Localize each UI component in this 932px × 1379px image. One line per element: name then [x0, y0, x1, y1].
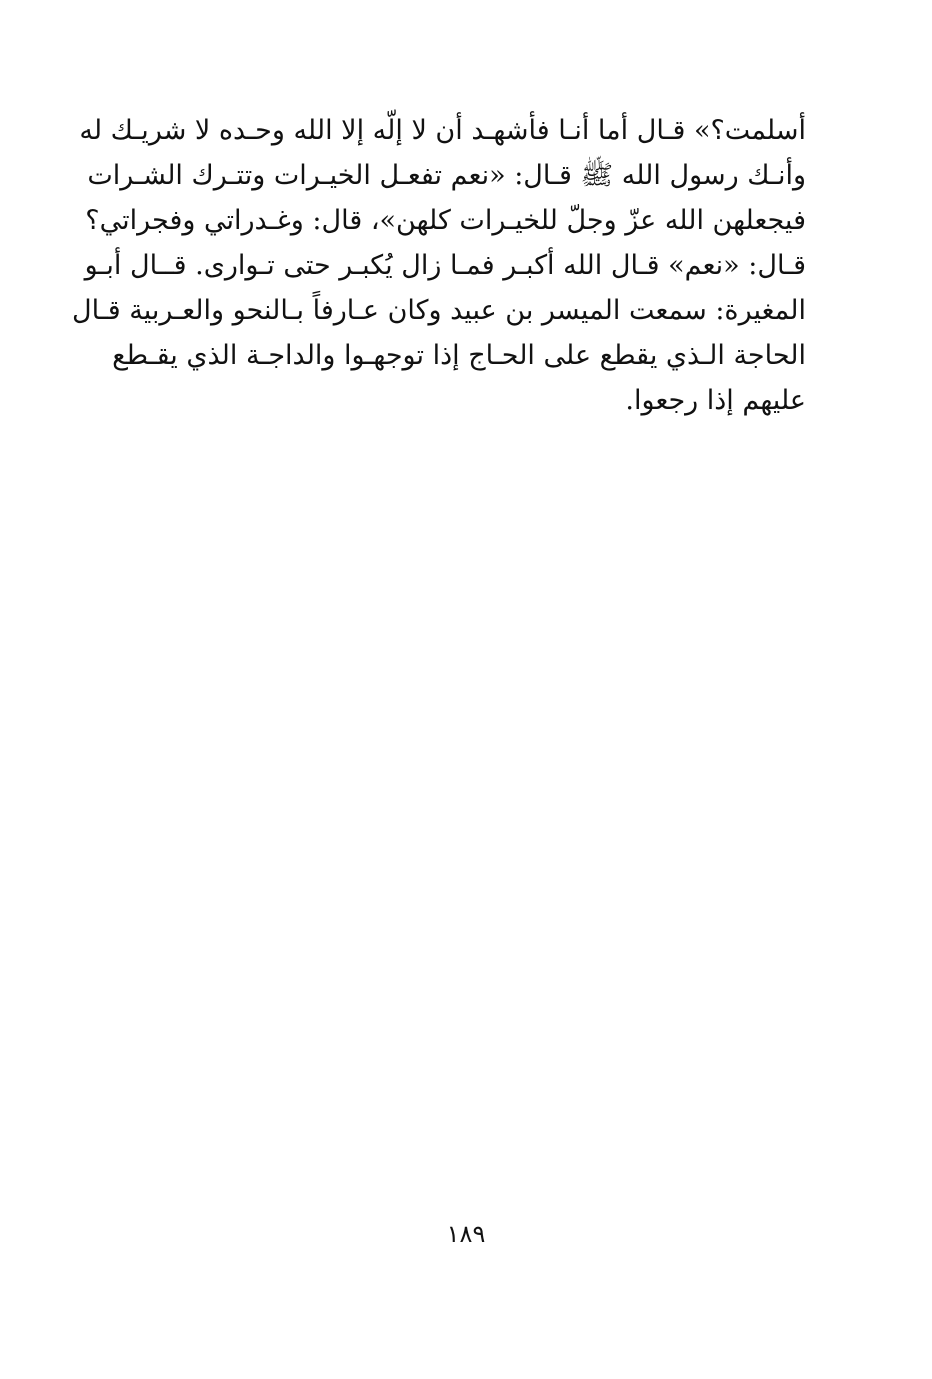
text-line-1: أسلمت؟» قـال أما أنـا فأشهـد أن لا إلّه إلا الله وحـده لا شريـك له	[79, 115, 806, 146]
page-number: ١٨٩	[446, 1220, 486, 1248]
text-line-3: فيجعلهن الله عزّ وجلّ للخيـرات كلهن»، قال: وغـدراتي وفجراتي؟	[85, 205, 806, 236]
text-line-4: قـال: «نعم» قـال الله أكبـر فمـا زال يُكبـر حتى تـوارى. قــال أبـو	[84, 250, 806, 281]
body-text	[72, 108, 806, 423]
text-line-5: المغيرة: سمعت الميسر بن عبيد وكان عـارفاً بـالنحو والعـربية قـال	[72, 295, 806, 326]
text-line-7: عليهم إذا رجعوا.	[625, 385, 806, 416]
text-line-2: وأنـك رسول الله ﷺ قـال: «نعم تفعـل الخيـرات وتتـرك الشـرات	[87, 160, 806, 191]
text-line-6: الحاجة الـذي يقطع على الحـاج إذا توجهـوا والداجـة الذي يقـطع	[112, 340, 806, 371]
